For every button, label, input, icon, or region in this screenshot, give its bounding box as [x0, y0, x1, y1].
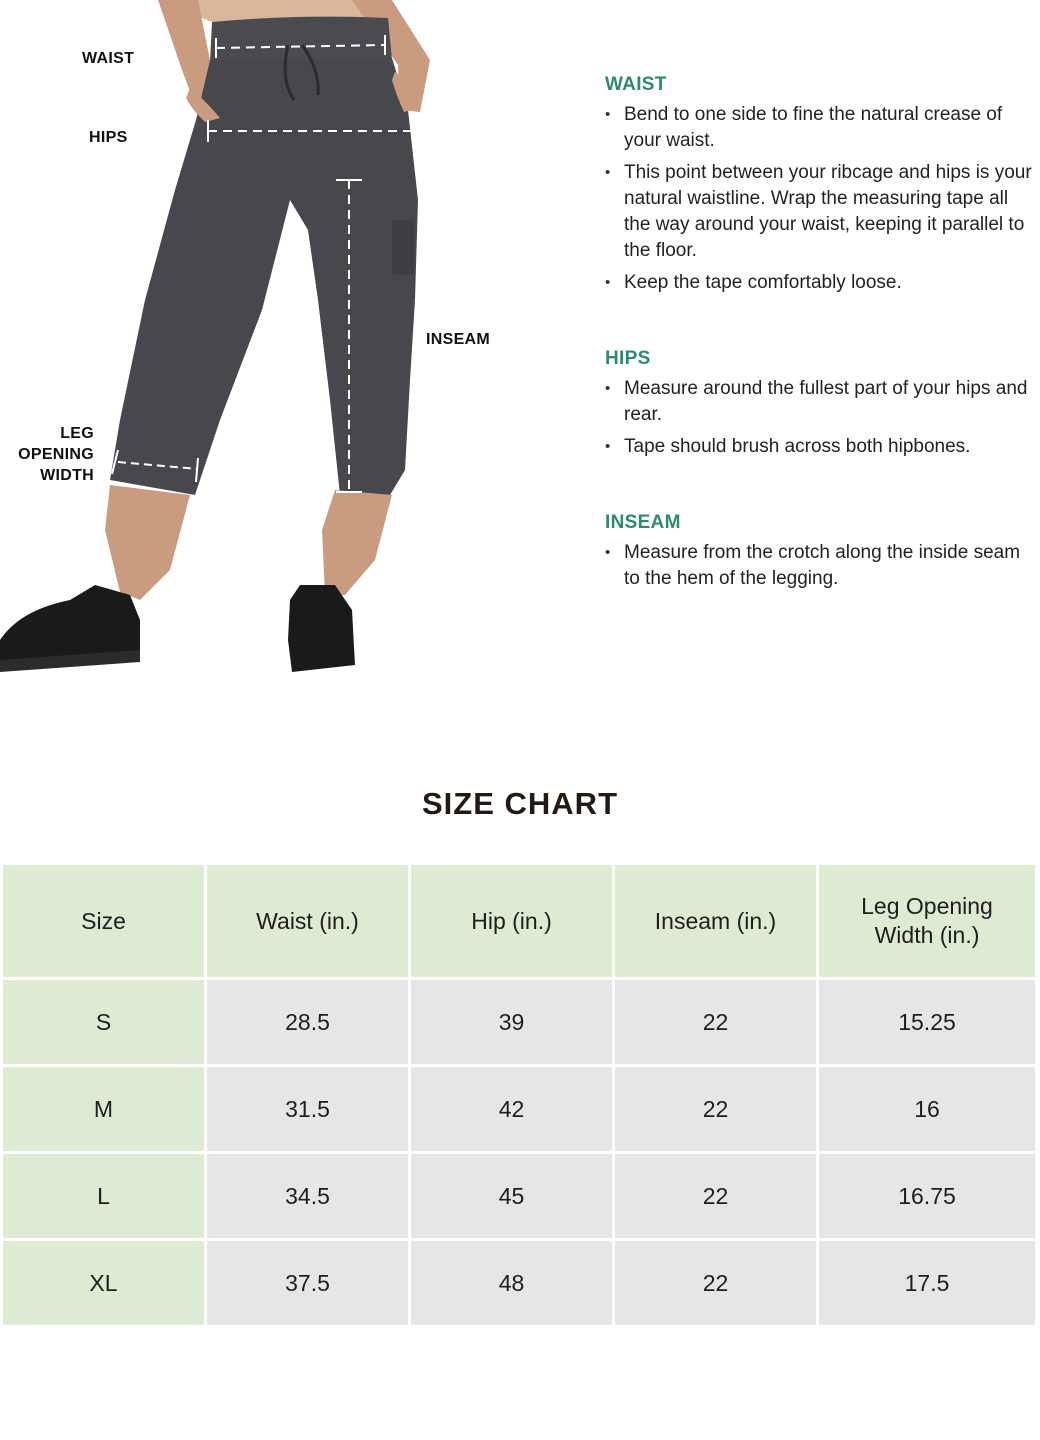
column-header-size: Size [3, 865, 204, 977]
bullet-icon: • [605, 380, 611, 397]
bullet-text: This point between your ribcage and hips is your natural waistline. Wrap the measuring tape all the way around your waist, keeping it parallel to the floor. [624, 162, 1032, 261]
table-cell-waist: 31.5 [207, 1067, 408, 1151]
table-cell-hip: 45 [411, 1154, 612, 1238]
table-cell-waist: 37.5 [207, 1241, 408, 1325]
bullet-icon: • [605, 106, 611, 123]
hips-guide-bullets [605, 376, 1035, 460]
table-cell-leg-opening: 16 [819, 1067, 1035, 1151]
size-chart-title: SIZE CHART [422, 786, 618, 821]
hips-guide-title: HIPS [605, 348, 651, 369]
hips-label: HIPS [89, 129, 128, 146]
inseam-guide-bullets [605, 540, 1035, 592]
waist-guide-bullets [605, 102, 1035, 296]
bullet-text: Bend to one side to fine the natural crease of your waist. [624, 104, 1003, 151]
table-cell-hip: 42 [411, 1067, 612, 1151]
inseam-guide-title: INSEAM [605, 512, 681, 533]
list-item [605, 102, 1035, 154]
list-item [605, 270, 1035, 296]
table-cell-size: L [3, 1154, 204, 1238]
table-cell-hip: 48 [411, 1241, 612, 1325]
table-cell-size: XL [3, 1241, 204, 1325]
size-chart-table [3, 865, 1035, 1325]
bullet-icon: • [605, 274, 611, 291]
table-cell-hip: 39 [411, 980, 612, 1064]
list-item [605, 540, 1035, 592]
column-header-hip: Hip (in.) [411, 865, 612, 977]
pants-measurement-figure [0, 0, 560, 700]
list-item [605, 376, 1035, 428]
bullet-text: Tape should brush across both hipbones. [624, 436, 971, 457]
waist-label: WAIST [82, 50, 135, 67]
table-cell-leg-opening: 16.75 [819, 1154, 1035, 1238]
inseam-guide-section [605, 512, 1035, 598]
hips-guide-section [605, 348, 1035, 466]
list-item [605, 434, 1035, 460]
table-cell-inseam: 22 [615, 980, 816, 1064]
table-cell-inseam: 22 [615, 1067, 816, 1151]
leg-opening-label [12, 423, 94, 486]
waist-guide-section [605, 74, 1035, 302]
leg-opening-label-line-2: OPENING [18, 446, 94, 463]
list-item [605, 160, 1035, 264]
table-cell-size: S [3, 980, 204, 1064]
bullet-text: Measure around the fullest part of your hips and rear. [624, 378, 1028, 425]
waist-guide-title: WAIST [605, 74, 667, 95]
column-header-waist: Waist (in.) [207, 865, 408, 977]
table-cell-leg-opening: 15.25 [819, 980, 1035, 1064]
inseam-label: INSEAM [426, 331, 491, 348]
bullet-icon: • [605, 544, 611, 561]
bullet-text: Measure from the crotch along the inside seam to the hem of the legging. [624, 542, 1021, 589]
bullet-icon: • [605, 164, 611, 181]
table-cell-waist: 34.5 [207, 1154, 408, 1238]
table-cell-size: M [3, 1067, 204, 1151]
table-cell-leg-opening: 17.5 [819, 1241, 1035, 1325]
bullet-text: Keep the tape comfortably loose. [624, 272, 902, 293]
model-pants-illustration [0, 0, 560, 700]
leg-opening-label-line-1: LEG [60, 425, 94, 442]
bullet-icon: • [605, 438, 611, 455]
column-header-leg-opening: Leg Opening Width (in.) [819, 865, 1035, 977]
leg-opening-label-line-3: WIDTH [40, 467, 94, 484]
table-cell-waist: 28.5 [207, 980, 408, 1064]
table-cell-inseam: 22 [615, 1241, 816, 1325]
table-cell-inseam: 22 [615, 1154, 816, 1238]
column-header-inseam: Inseam (in.) [615, 865, 816, 977]
